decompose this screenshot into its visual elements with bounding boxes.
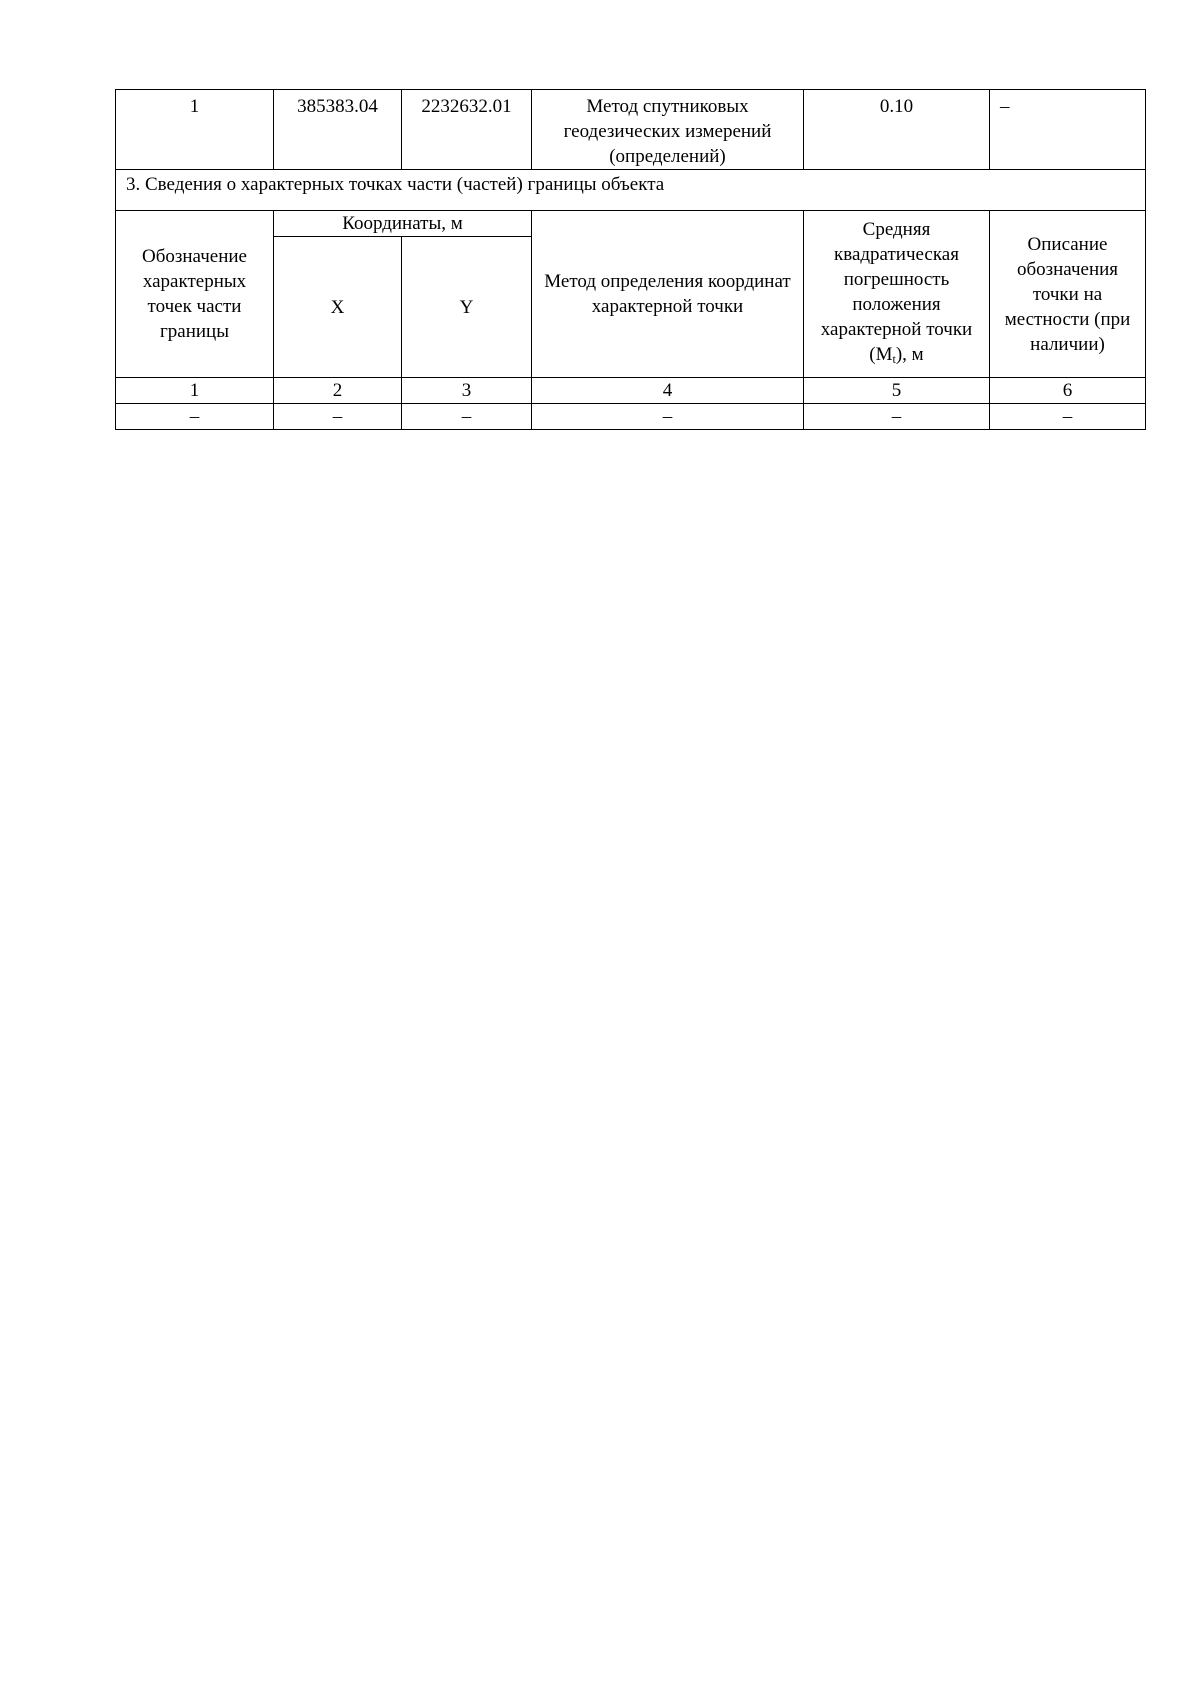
- table-row: [116, 404, 1146, 430]
- empty-cell: –: [402, 404, 532, 430]
- section-title: 3. Сведения о характерных точках части (частей) границы объекта: [116, 170, 1146, 211]
- column-number: 5: [804, 378, 990, 404]
- point-y: 2232632.01: [402, 90, 532, 170]
- header-description: Описание обозначения точки на местности (при наличии): [990, 211, 1146, 378]
- point-description: –: [990, 90, 1146, 170]
- header-accuracy: [804, 211, 990, 378]
- column-number: 3: [402, 378, 532, 404]
- header-accuracy-main: Средняя квадратическая погрешность положения характерной точки (M: [820, 218, 973, 365]
- point-number: 1: [116, 90, 274, 170]
- empty-cell: –: [804, 404, 990, 430]
- point-method: Метод спутниковых геодезических измерений (определений): [532, 90, 804, 170]
- point-x: 385383.04: [274, 90, 402, 170]
- document-page: [115, 89, 1145, 430]
- empty-cell: –: [116, 404, 274, 430]
- header-coordinates: Координаты, м: [274, 211, 532, 237]
- column-number: 4: [532, 378, 804, 404]
- column-number: 6: [990, 378, 1146, 404]
- column-number: 1: [116, 378, 274, 404]
- empty-cell: –: [532, 404, 804, 430]
- header-accuracy-sub: t: [892, 351, 896, 366]
- points-table: [115, 89, 1146, 430]
- point-accuracy: 0.10: [804, 90, 990, 170]
- column-number: 2: [274, 378, 402, 404]
- empty-cell: –: [274, 404, 402, 430]
- empty-cell: –: [990, 404, 1146, 430]
- header-designation: Обозначение характерных точек части границы: [116, 211, 274, 378]
- header-x: X: [274, 237, 402, 378]
- header-method: Метод определения координат характерной точки: [532, 211, 804, 378]
- column-numbers-row: [116, 378, 1146, 404]
- header-y: Y: [402, 237, 532, 378]
- header-row: [116, 211, 1146, 237]
- section-title-row: [116, 170, 1146, 211]
- header-accuracy-tail: ), м: [895, 343, 924, 365]
- table-row: [116, 90, 1146, 170]
